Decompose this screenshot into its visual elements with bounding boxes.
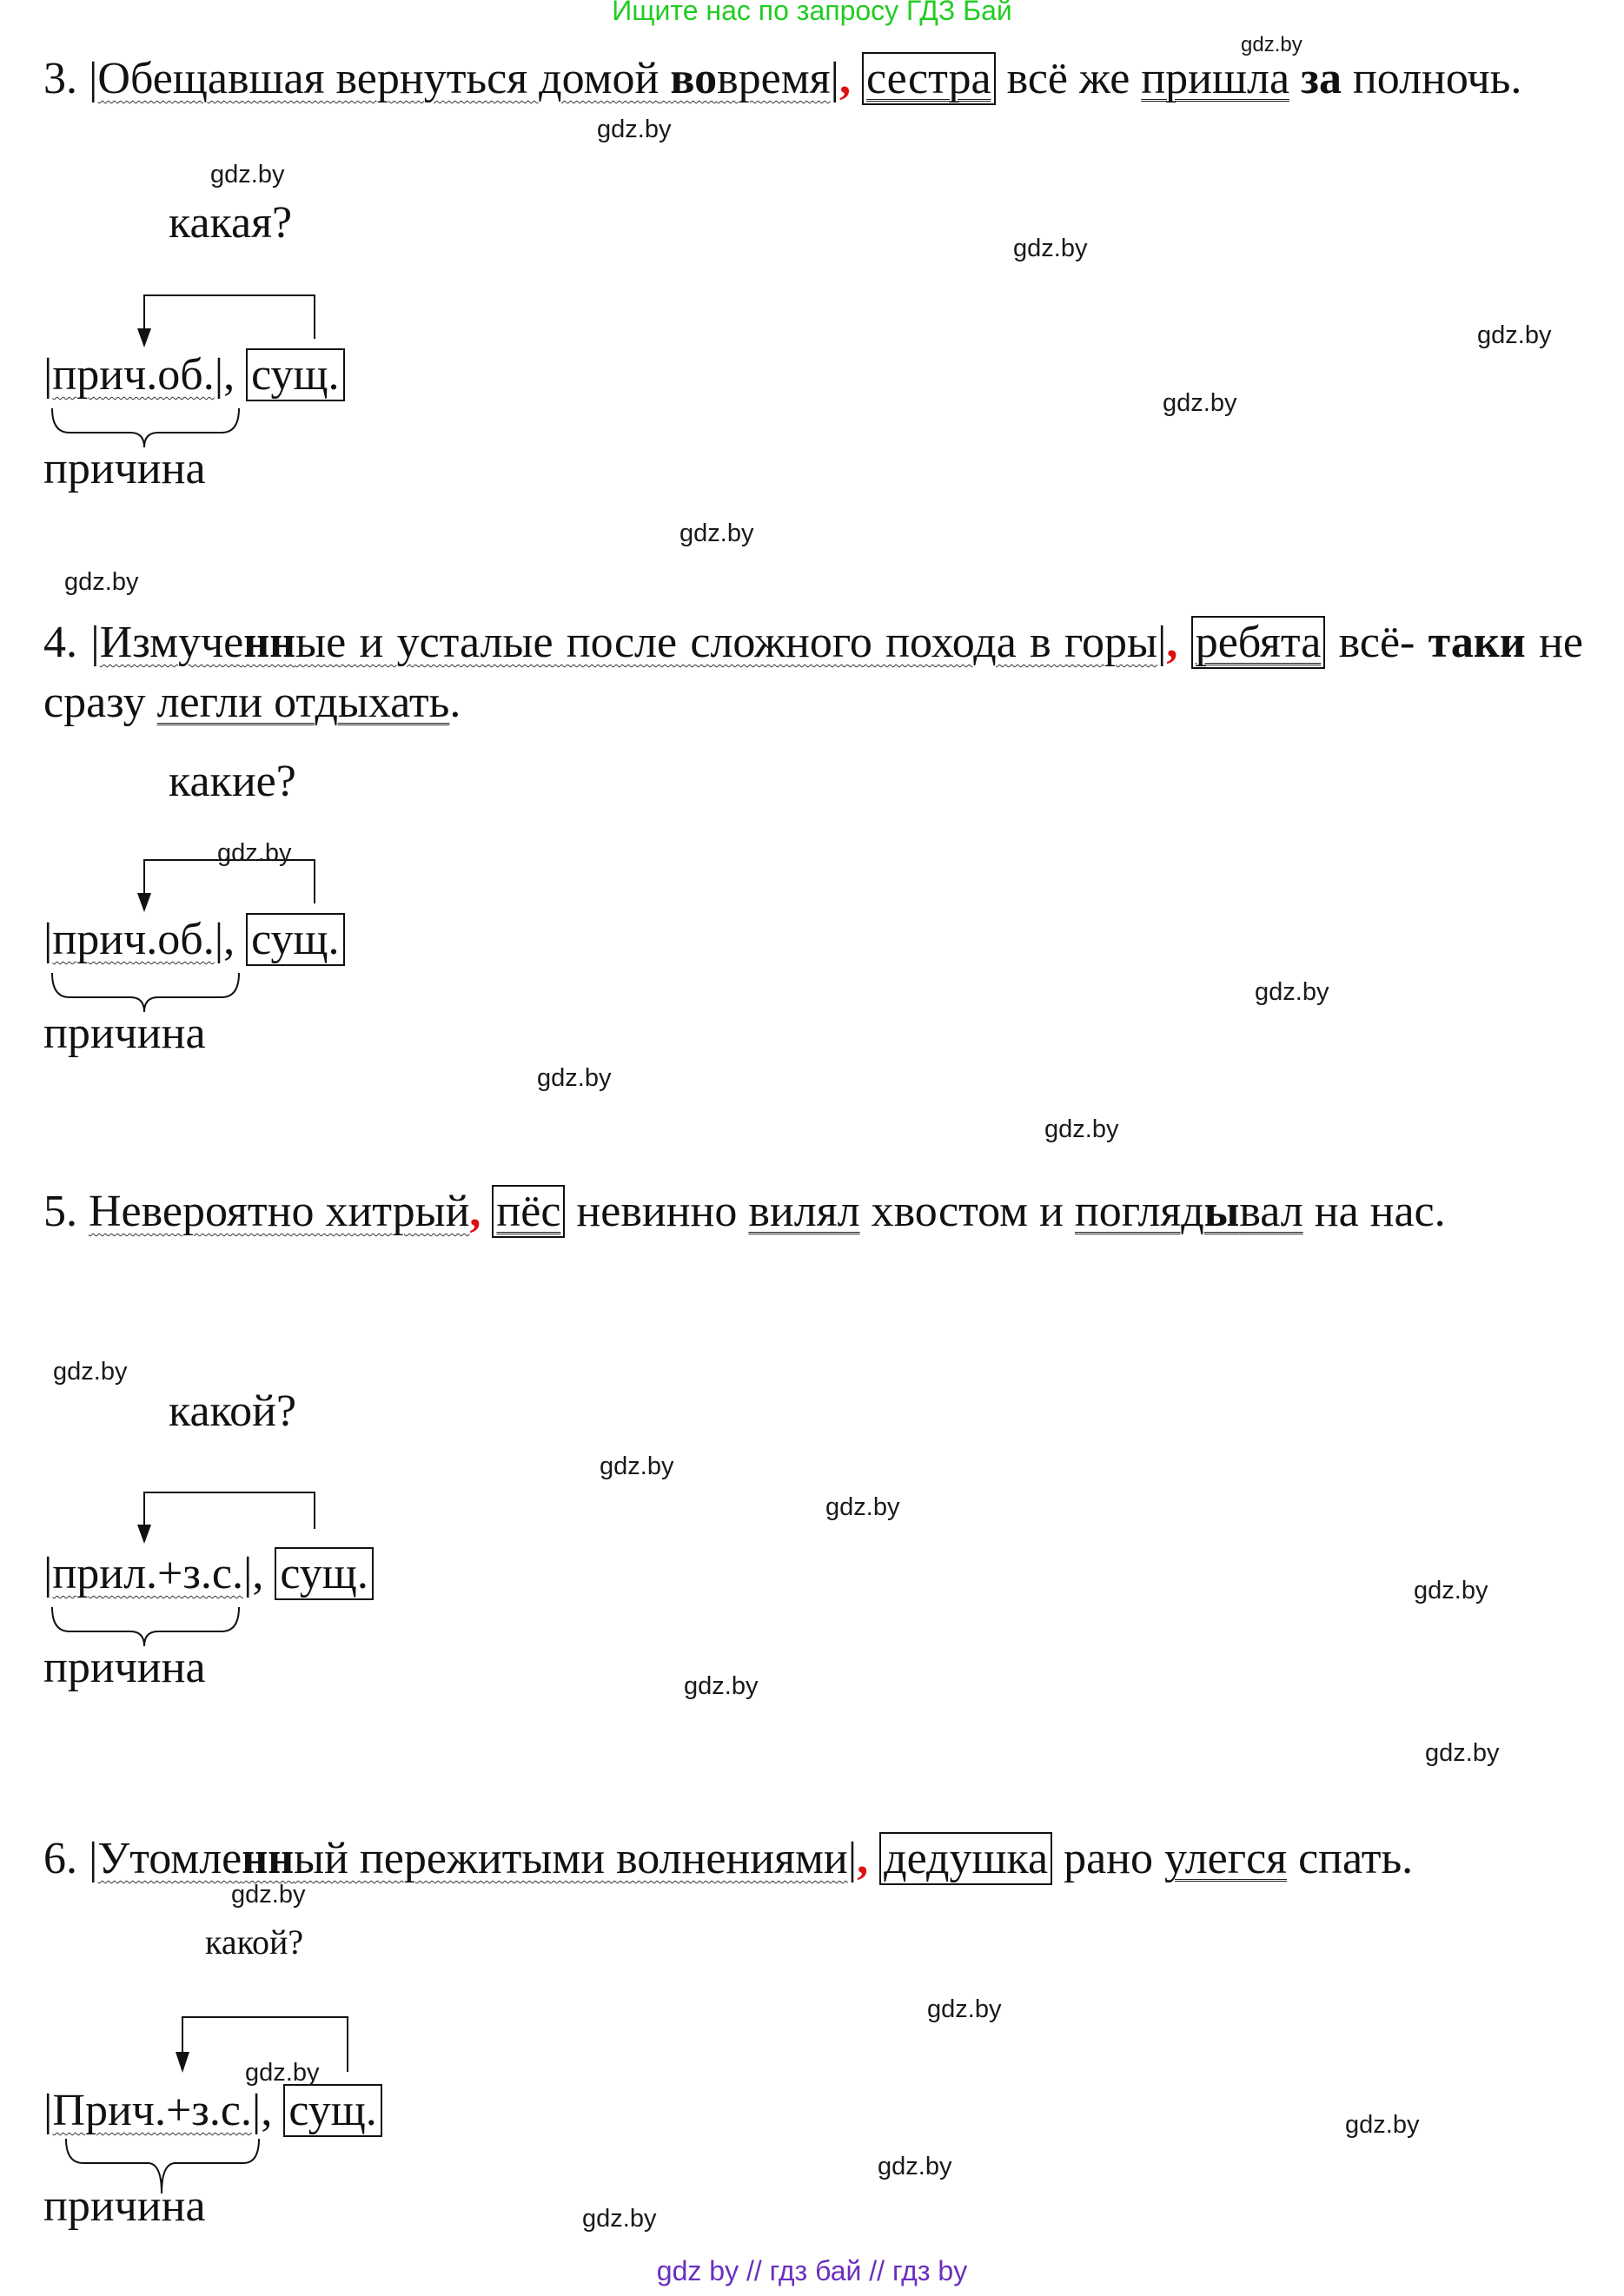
watermark: gdz.by: [53, 1358, 128, 1386]
watermark: gdz.by: [1013, 235, 1088, 262]
participial-phrase: Измученные и усталые после сложного похода в горы: [99, 618, 1157, 667]
participial-phrase: Утомленный пережитыми волнениями: [97, 1834, 848, 1883]
watermark: gdz.by: [679, 519, 754, 547]
question-5: какой?: [169, 1386, 297, 1436]
participial-phrase: Обещавшая вернуться домой вовремя: [97, 54, 831, 103]
predicate: пришла: [1141, 54, 1290, 103]
subject-box: дедушка: [879, 1832, 1052, 1885]
watermark: gdz.by: [927, 1995, 1002, 2023]
label-3: причина: [43, 444, 206, 493]
watermark: gdz.by: [210, 161, 285, 189]
question-6: какой?: [205, 1922, 304, 1962]
watermark: gdz.by: [878, 2153, 952, 2180]
scheme-4: |прич.об.|, сущ.: [43, 914, 345, 965]
scheme-3: |прич.об.|, сущ.: [43, 349, 345, 400]
watermark: gdz.by: [1414, 1577, 1488, 1605]
sentence-4: 4. |Измученные и усталые после сложного похода в горы|, ребята всё- таки не сразу легли отдыхать.: [43, 618, 1583, 727]
watermark: gdz.by: [1345, 2111, 1420, 2139]
watermark: gdz.by: [217, 839, 292, 867]
watermark: gdz.by: [1477, 321, 1552, 349]
watermark: gdz.by: [597, 116, 672, 143]
watermark: gdz.by: [1255, 978, 1329, 1006]
watermark: gdz.by: [537, 1064, 612, 1092]
watermark: gdz.by: [825, 1493, 900, 1521]
watermark: gdz.by: [684, 1672, 759, 1700]
question-3: какая?: [169, 198, 293, 248]
question-4: какие?: [169, 757, 296, 806]
watermark: gdz.by: [1241, 33, 1303, 56]
sentence-3: 3. |Обещавшая вернуться домой вовремя|, сестра всё же пришла за полночь.: [43, 54, 1522, 103]
watermark: gdz.by: [1163, 389, 1237, 417]
predicate: легли отдыхать: [156, 678, 450, 727]
subject-box: пёс: [492, 1185, 565, 1238]
scheme-6: |Прич.+з.с.|, сущ.: [43, 2085, 382, 2136]
label-4: причина: [43, 1009, 206, 1058]
label-5: причина: [43, 1643, 206, 1692]
watermark: gdz.by: [1044, 1115, 1119, 1143]
footer-links[interactable]: gdz by // гдз бай // гдз by: [656, 2255, 968, 2286]
label-6: причина: [43, 2181, 206, 2231]
sentence-5: 5. Невероятно хитрый, пёс невинно вилял хвостом и поглядывал на нас.: [43, 1187, 1446, 1236]
scheme-5: |прил.+з.с.|, сущ.: [43, 1548, 374, 1599]
watermark: gdz.by: [1425, 1739, 1500, 1767]
item-number: 3.: [43, 54, 77, 103]
predicate-1: вилял: [748, 1187, 860, 1236]
watermark: gdz.by: [64, 568, 139, 596]
watermark: gdz.by: [600, 1452, 674, 1480]
modifier-phrase: Невероятно хитрый: [89, 1187, 470, 1236]
subject-box: ребята: [1191, 616, 1326, 669]
subject-box: сестра: [862, 52, 996, 105]
sentence-6: 6. |Утомленный пережитыми волнениями|, дедушка рано улегся спать.: [43, 1834, 1414, 1883]
predicate: улегся: [1164, 1834, 1288, 1883]
watermark: gdz.by: [231, 1881, 306, 1909]
watermark: gdz.by: [582, 2205, 657, 2233]
top-banner[interactable]: Ищите нас по запросу ГДЗ Бай: [612, 0, 1012, 26]
watermark: gdz.by: [245, 2059, 320, 2087]
predicate-2: поглядывал: [1074, 1187, 1303, 1236]
